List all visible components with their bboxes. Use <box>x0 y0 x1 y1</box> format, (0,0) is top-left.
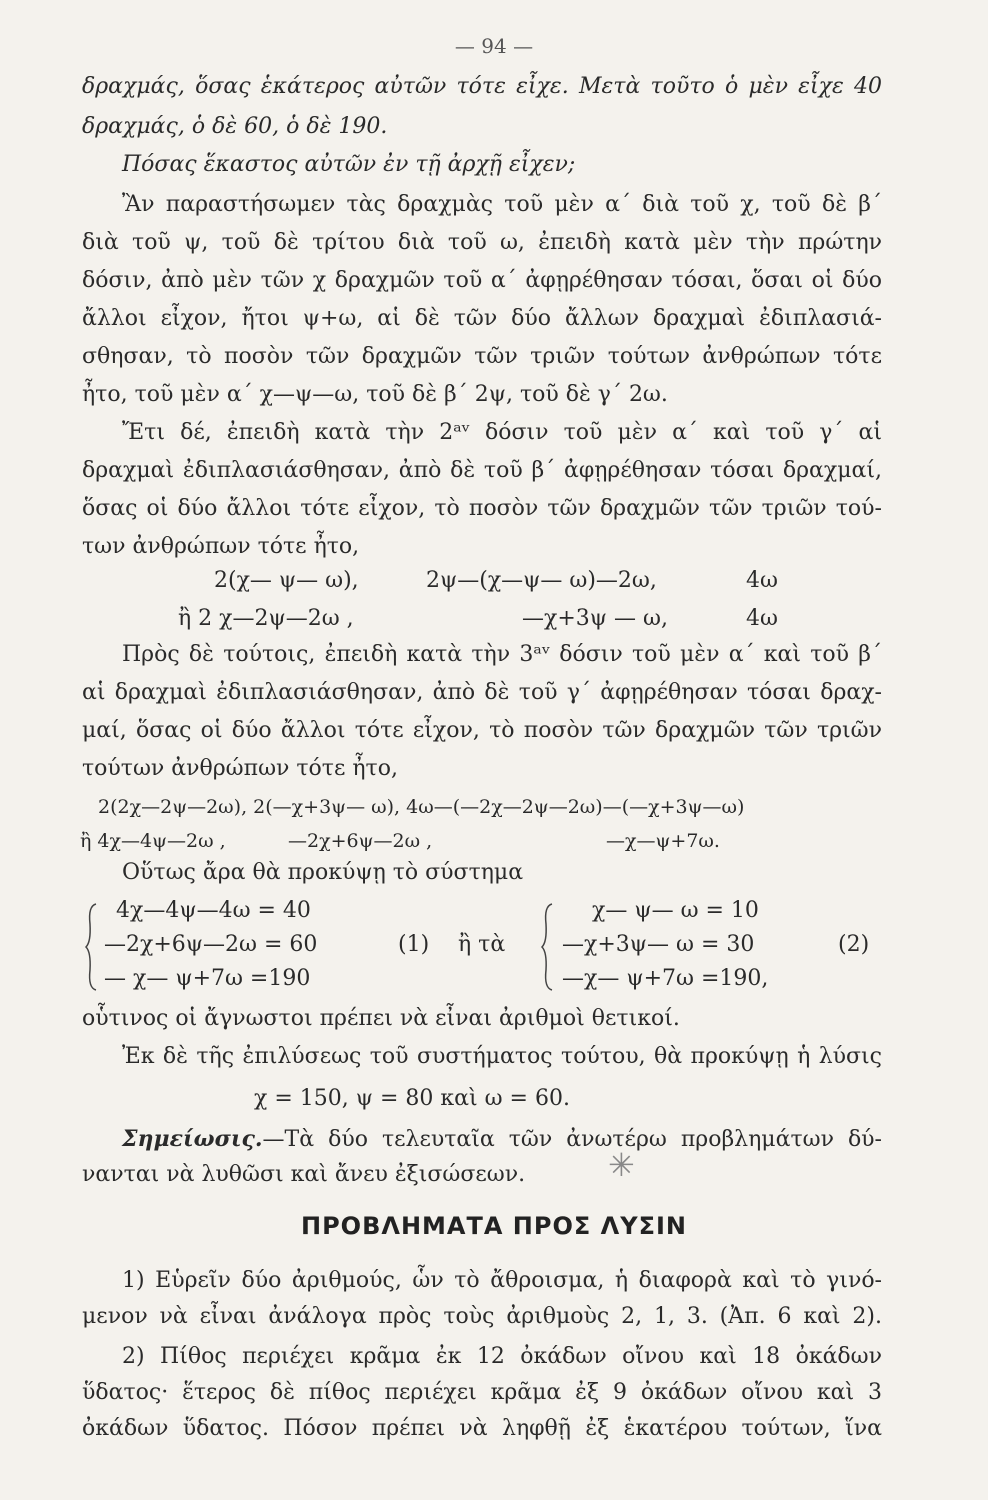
problem-line: 2) Πίθος περιέχει κρᾶμα ἐκ 12 ὀκάδων οἴνου καὶ 18 ὀκάδων <box>122 1344 882 1369</box>
problem-line: ὀκάδων ὕδατος. Πόσον πρέπει νὰ ληφθῇ ἐξ ἑκατέρου τούτων, ἵνα <box>82 1416 882 1441</box>
text-line: Ἐκ δὲ τῆς ἐπιλύσεως τοῦ συστήματος τούτου, θὰ προκύψῃ ἡ λύσις <box>122 1044 882 1069</box>
equation-term: —2χ+6ψ—2ω , <box>288 830 433 852</box>
text-line: ἦτο, τοῦ μὲν α΄ χ—ψ—ω, τοῦ δὲ β΄ 2ψ, τοῦ δὲ γ΄ 2ω. <box>82 382 668 407</box>
system1-label: (1) <box>398 932 430 957</box>
system2-eq1: χ— ψ— ω = 10 <box>592 898 759 923</box>
asterisk-icon: ✳ <box>608 1146 635 1184</box>
equation-line: 2(2χ—2ψ—2ω), 2(—χ+3ψ— ω), 4ω—(—2χ—2ψ—2ω)—(—χ+3ψ—ω) <box>98 796 745 818</box>
left-brace-icon <box>84 902 98 992</box>
text-line: δραχμάς, ὁ δὲ 60, ὁ δὲ 190. <box>82 114 388 139</box>
equation-term: ἢ 4χ—4ψ—2ω , <box>80 830 226 852</box>
section-heading: ΠΡΟΒΛΗΜΑΤΑ ΠΡΟΣ ΛΥΣΙΝ <box>301 1212 687 1240</box>
text-line: διὰ τοῦ ψ, τοῦ δὲ τρίτου διὰ τοῦ ω, ἐπειδὴ κατὰ μὲν τὴν πρώτην <box>82 230 882 255</box>
question-line: Πόσας ἕκαστος αὐτῶν ἐν τῇ ἀρχῇ εἶχεν; <box>122 152 576 177</box>
text-line: νανται νὰ λυθῶσι καὶ ἄνευ ἐξισώσεων. <box>82 1162 526 1187</box>
text-line: ἄλλοι εἶχον, ἤτοι ψ+ω, αἱ δὲ τῶν δύο ἄλλων δραχμαὶ ἐδιπλασιά- <box>82 306 882 331</box>
system-or-text: ἢ τὰ <box>458 932 506 957</box>
equation-term: 2(χ— ψ— ω), <box>214 568 359 593</box>
text-line: Οὕτως ἄρα θὰ προκύψῃ τὸ σύστημα <box>122 860 524 885</box>
note-line <box>122 1124 882 1155</box>
equation-term: 4ω <box>746 568 778 593</box>
left-brace-icon <box>540 902 554 992</box>
text-line: αἱ δραχμαὶ ἐδιπλασιάσθησαν, ἀπὸ δὲ τοῦ γ΄ ἀφῃρέθησαν τόσαι δραχ- <box>82 680 882 705</box>
problem-line: 1) Εὑρεῖν δύο ἀριθμούς, ὧν τὸ ἄθροισμα, ἡ διαφορὰ καὶ τὸ γινό- <box>122 1268 882 1293</box>
text-line: ὅσας οἱ δύο ἄλλοι τότε εἶχον, τὸ ποσὸν τῶν δραχμῶν τῶν τριῶν τού- <box>82 496 882 521</box>
text-line: των ἀνθρώπων τότε ἦτο, <box>82 534 360 559</box>
text-line: τούτων ἀνθρώπων τότε ἦτο, <box>82 756 398 781</box>
text-line: Ἔτι δέ, ἐπειδὴ κατὰ τὴν 2ᵃᵛ δόσιν τοῦ μὲν α΄ καὶ τοῦ γ΄ αἱ <box>122 420 882 445</box>
note-text: —Τὰ δύο τελευταῖα τῶν ἀνωτέρω προβλημάτων δύ- <box>262 1127 882 1152</box>
equation-term: ἢ 2 χ—2ψ—2ω , <box>178 606 354 631</box>
system2-label: (2) <box>838 932 870 957</box>
system1-eq3: — χ— ψ+7ω =190 <box>104 966 311 991</box>
text-line: δόσιν, ἀπὸ μὲν τῶν χ δραχμῶν τοῦ α΄ ἀφῃρέθησαν τόσαι, ὅσαι οἱ δύο <box>82 268 882 293</box>
text-line: δραχμάς, ὅσας ἑκάτερος αὐτῶν τότε εἶχε. Μετὰ τοῦτο ὁ μὲν εἶχε 40 <box>82 74 882 99</box>
equation-term: 4ω <box>746 606 778 631</box>
equation-term: —χ+3ψ — ω, <box>522 606 668 631</box>
system2-eq3: —χ— ψ+7ω =190, <box>562 966 769 991</box>
text-line: Ἂν παραστήσωμεν τὰς δραχμὰς τοῦ μὲν α΄ διὰ τοῦ χ, τοῦ δὲ β΄ <box>122 192 882 217</box>
page-number: — 94 — <box>454 34 534 58</box>
solution-line: χ = 150, ψ = 80 καὶ ω = 60. <box>254 1086 570 1111</box>
system2-eq2: —χ+3ψ— ω = 30 <box>562 932 755 957</box>
text-line: Πρὸς δὲ τούτοις, ἐπειδὴ κατὰ τὴν 3ᵃᵛ δόσιν τοῦ μὲν α΄ καὶ τοῦ β΄ <box>122 642 882 667</box>
problem-line: μενον νὰ εἶναι ἀνάλογα πρὸς τοὺς ἀριθμοὺς 2, 1, 3. (Ἀπ. 6 καὶ 2). <box>82 1304 882 1329</box>
system1-eq2: —2χ+6ψ—2ω = 60 <box>104 932 318 957</box>
system1-eq1: 4χ—4ψ—4ω = 40 <box>116 898 311 923</box>
text-line: σθησαν, τὸ ποσὸν τῶν δραχμῶν τῶν τριῶν τούτων ἀνθρώπων τότε <box>82 344 882 369</box>
problem-line: ὕδατος· ἕτερος δὲ πίθος περιέχει κρᾶμα ἐξ 9 ὀκάδων οἴνου καὶ 3 <box>82 1380 882 1405</box>
note-label: Σημείωσις. <box>122 1126 263 1152</box>
equation-term: —χ—ψ+7ω. <box>606 830 720 852</box>
equation-term: 2ψ—(χ—ψ— ω)—2ω, <box>426 568 657 593</box>
text-line: οὗτινος οἱ ἄγνωστοι πρέπει νὰ εἶναι ἀριθμοὶ θετικοί. <box>82 1006 680 1031</box>
text-line: δραχμαὶ ἐδιπλασιάσθησαν, ἀπὸ δὲ τοῦ β΄ ἀφῃρέθησαν τόσαι δραχμαί, <box>82 458 882 483</box>
text-line: μαί, ὅσας οἱ δύο ἄλλοι τότε εἶχον, τὸ ποσὸν τῶν δραχμῶν τῶν τριῶν <box>82 718 882 743</box>
